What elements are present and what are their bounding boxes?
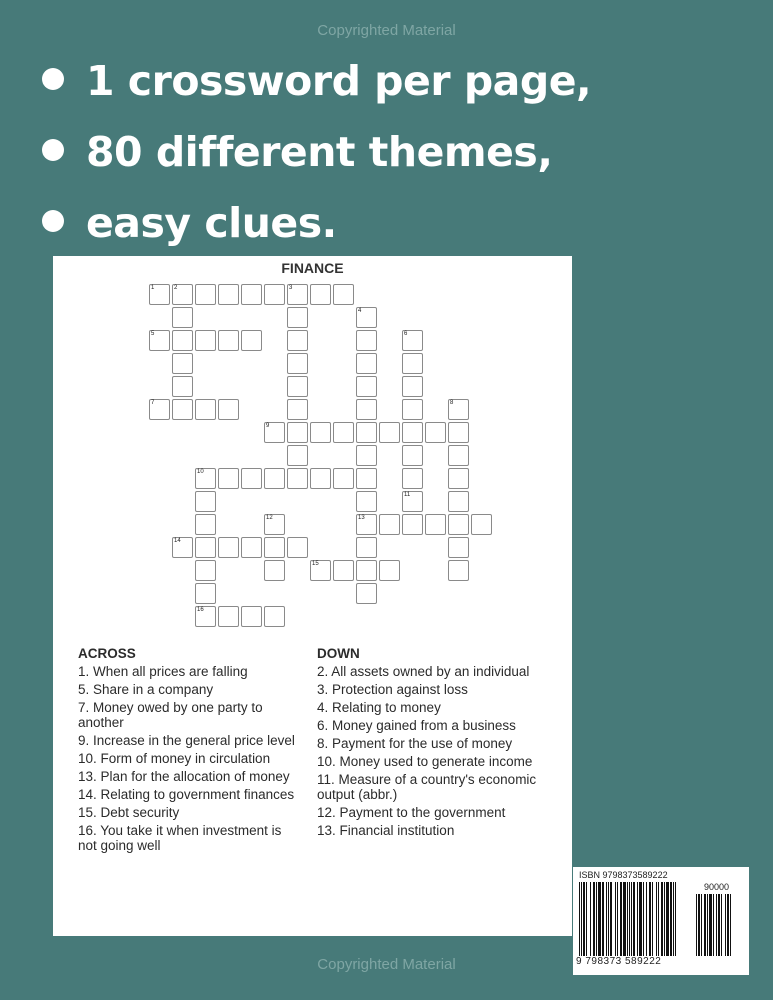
grid-cell: [402, 514, 423, 535]
grid-cell: [287, 353, 308, 374]
feature-item: easy clues.: [42, 188, 591, 259]
grid-cell: [379, 560, 400, 581]
clue-item: 4. Relating to money: [317, 700, 441, 715]
grid-cell: [448, 445, 469, 466]
grid-cell: [264, 560, 285, 581]
grid-cell: [448, 491, 469, 512]
grid-cell: [333, 560, 354, 581]
grid-cell: [379, 422, 400, 443]
watermark-top: Copyrighted Material: [317, 22, 456, 39]
grid-cell: [287, 445, 308, 466]
grid-cell: [287, 399, 308, 420]
grid-cell: [195, 284, 216, 305]
clue-number: 11: [404, 492, 411, 498]
grid-cell: [195, 537, 216, 558]
clue-item: 15. Debt security: [78, 805, 180, 820]
barcode-digits: 9 798373 589222: [576, 956, 662, 967]
grid-cell: [172, 330, 193, 351]
clue-item: 9. Increase in the general price level: [78, 733, 295, 748]
grid-cell: [218, 284, 239, 305]
addon-barcode-icon: [696, 894, 742, 956]
grid-cell: [356, 537, 377, 558]
grid-cell: [241, 606, 262, 627]
grid-cell: [333, 468, 354, 489]
grid-cell: [425, 422, 446, 443]
feature-item: 80 different themes,: [42, 117, 591, 188]
grid-cell: [218, 537, 239, 558]
barcode-icon: [579, 882, 691, 956]
grid-cell: [172, 537, 193, 558]
grid-cell: [195, 399, 216, 420]
grid-cell: [195, 606, 216, 627]
grid-cell: [149, 399, 170, 420]
grid-cell: [195, 330, 216, 351]
clue-number: 7: [151, 400, 155, 406]
grid-cell: [287, 330, 308, 351]
grid-cell: [448, 560, 469, 581]
grid-cell: [356, 353, 377, 374]
grid-cell: [402, 376, 423, 397]
grid-cell: [287, 537, 308, 558]
bullet-dot-icon: [42, 68, 64, 90]
grid-cell: [310, 284, 331, 305]
grid-cell: [356, 422, 377, 443]
grid-cell: [402, 468, 423, 489]
clue-item: 10. Form of money in circulation: [78, 751, 271, 766]
down-clues: [317, 646, 569, 841]
grid-cell: [379, 514, 400, 535]
grid-cell: [402, 330, 423, 351]
clue-item: 1. When all prices are falling: [78, 664, 248, 679]
grid-cell: [264, 468, 285, 489]
grid-cell: [402, 445, 423, 466]
grid-cell: [356, 445, 377, 466]
clue-number: 2: [174, 285, 178, 291]
down-heading: DOWN: [317, 646, 360, 661]
clue-number: 5: [151, 331, 155, 337]
grid-cell: [356, 468, 377, 489]
grid-cell: [172, 399, 193, 420]
clue-item: 7. Money owed by one party to another: [78, 700, 263, 730]
watermark-bottom: Copyrighted Material: [317, 956, 456, 973]
clue-number: 13: [358, 515, 365, 521]
grid-cell: [310, 560, 331, 581]
bullet-dot-icon: [42, 139, 64, 161]
crossword-page: [53, 256, 572, 936]
grid-cell: [287, 422, 308, 443]
clue-item: 13. Plan for the allocation of money: [78, 769, 290, 784]
clue-item: 8. Payment for the use of money: [317, 736, 513, 751]
feature-list: [42, 46, 591, 259]
clue-item: 11. Measure of a country's economic output (abbr.): [317, 772, 537, 802]
grid-cell: [195, 468, 216, 489]
grid-cell: [356, 376, 377, 397]
grid-cell: [149, 284, 170, 305]
clue-number: 6: [404, 331, 408, 337]
grid-cell: [333, 284, 354, 305]
grid-cell: [402, 491, 423, 512]
clue-item: 12. Payment to the government: [317, 805, 506, 820]
clue-number: 1: [151, 285, 155, 291]
clue-number: 16: [197, 607, 204, 613]
grid-cell: [333, 422, 354, 443]
grid-cell: [310, 468, 331, 489]
grid-cell: [218, 399, 239, 420]
across-heading: ACROSS: [78, 646, 136, 661]
grid-cell: [356, 583, 377, 604]
bullet-dot-icon: [42, 210, 64, 232]
grid-cell: [356, 560, 377, 581]
clue-item: 5. Share in a company: [78, 682, 214, 697]
grid-cell: [356, 399, 377, 420]
clue-number: 15: [312, 561, 319, 567]
grid-cell: [241, 330, 262, 351]
grid-cell: [310, 422, 331, 443]
grid-cell: [195, 491, 216, 512]
grid-cell: [287, 468, 308, 489]
grid-cell: [448, 422, 469, 443]
clue-item: 10. Money used to generate income: [317, 754, 533, 769]
grid-cell: [356, 514, 377, 535]
grid-cell: [264, 284, 285, 305]
grid-cell: [195, 514, 216, 535]
grid-cell: [402, 422, 423, 443]
grid-cell: [195, 583, 216, 604]
clue-item: 14. Relating to government finances: [78, 787, 295, 802]
grid-cell: [264, 537, 285, 558]
grid-cell: [402, 399, 423, 420]
clue-number: 3: [289, 285, 293, 291]
grid-cell: [218, 330, 239, 351]
clue-item: 2. All assets owned by an individual: [317, 664, 530, 679]
clue-number: 8: [450, 400, 454, 406]
grid-cell: [425, 514, 446, 535]
clue-number: 9: [266, 423, 270, 429]
grid-cell: [172, 284, 193, 305]
grid-cell: [264, 514, 285, 535]
grid-cell: [195, 560, 216, 581]
feature-item: 1 crossword per page,: [42, 46, 591, 117]
puzzle-title: FINANCE: [281, 260, 344, 276]
grid-cell: [356, 307, 377, 328]
grid-cell: [241, 284, 262, 305]
grid-cell: [448, 514, 469, 535]
grid-cell: [241, 468, 262, 489]
clue-number: 14: [174, 538, 181, 544]
clue-number: 10: [197, 469, 204, 475]
grid-cell: [471, 514, 492, 535]
grid-cell: [172, 353, 193, 374]
grid-cell: [287, 307, 308, 328]
grid-cell: [448, 537, 469, 558]
grid-cell: [218, 468, 239, 489]
grid-cell: [149, 330, 170, 351]
clue-item: 3. Protection against loss: [317, 682, 468, 697]
grid-cell: [172, 307, 193, 328]
clue-number: 4: [358, 308, 362, 314]
grid-cell: [241, 537, 262, 558]
grid-cell: [356, 491, 377, 512]
grid-cell: [287, 376, 308, 397]
grid-cell: [402, 353, 423, 374]
grid-cell: [356, 330, 377, 351]
addon-code: 90000: [704, 882, 730, 892]
grid-cell: [287, 284, 308, 305]
grid-cell: [172, 376, 193, 397]
across-clues: [78, 646, 298, 856]
clue-number: 12: [266, 515, 273, 521]
isbn-label: ISBN 9798373589222: [579, 870, 668, 880]
grid-cell: [448, 468, 469, 489]
clue-item: 6. Money gained from a business: [317, 718, 516, 733]
grid-cell: [264, 606, 285, 627]
clue-item: 13. Financial institution: [317, 823, 455, 838]
grid-cell: [264, 422, 285, 443]
clue-item: 16. You take it when investment is not going well: [78, 823, 282, 853]
grid-cell: [218, 606, 239, 627]
grid-cell: [448, 399, 469, 420]
